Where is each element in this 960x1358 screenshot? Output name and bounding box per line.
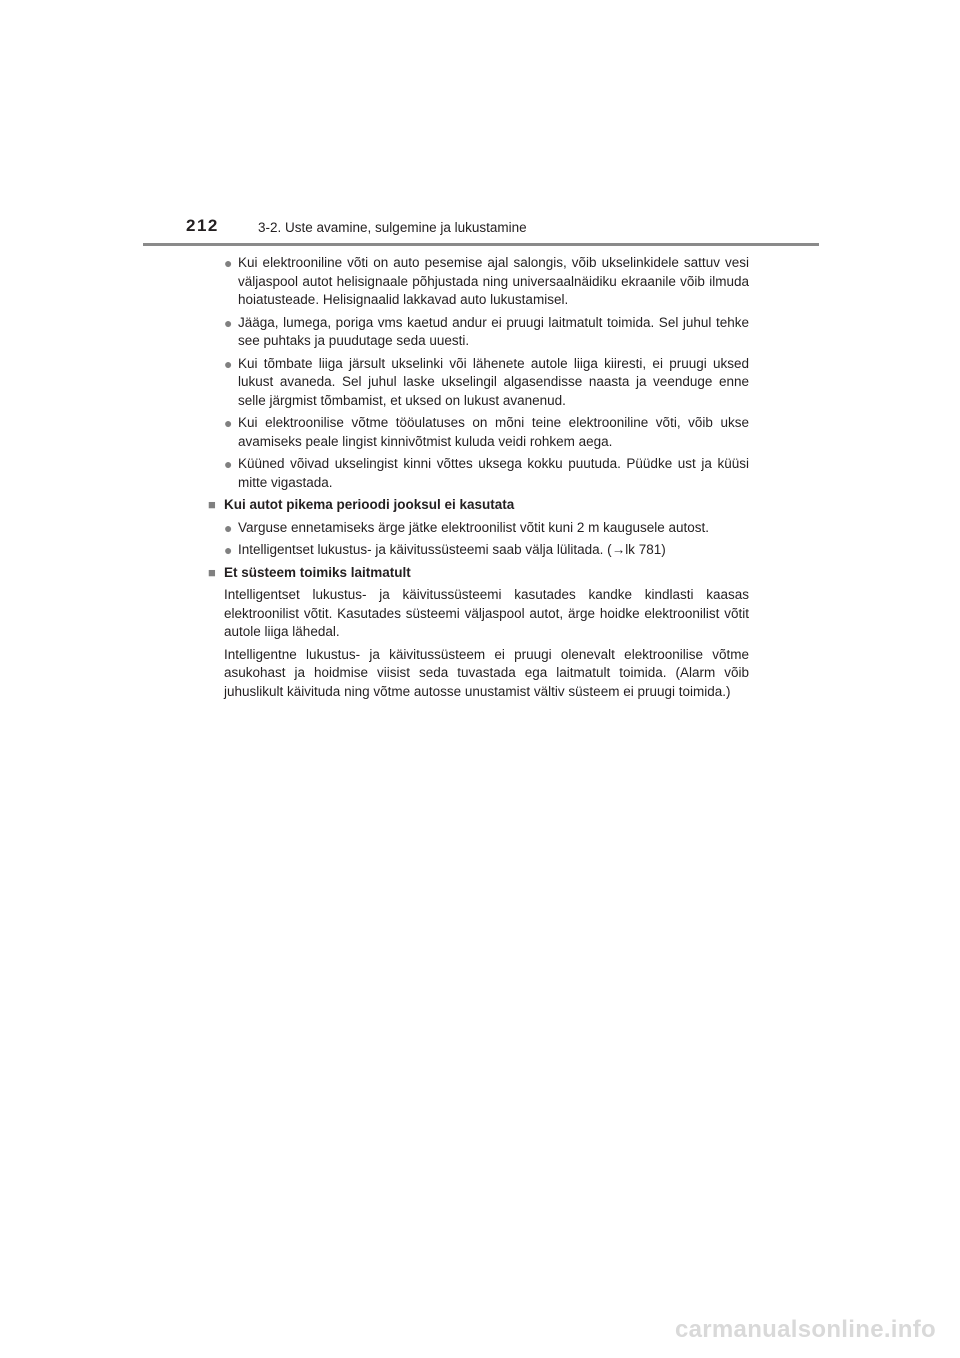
site-watermark: carmanualsonline.info — [674, 1316, 936, 1343]
paragraph: Intelligentset lukustus- ja käivitussüsteemi kasutades kandke kindlasti kaasas elektroonilist võtit. Kasutades süsteemi väljaspool autot, ärge hoidke elektroonilist võtit autole liiga lähedal. — [224, 587, 749, 639]
square-marker-icon: ■ — [208, 497, 216, 512]
bullet-text: Varguse ennetamiseks ärge jätke elektroonilist võtit kuni 2 m kaugusele autost. — [238, 519, 710, 535]
bullet-text: Kui elektrooniline võti on auto pesemise ajal salongis, võib ukselinkidele sattuv vesi väljaspool autot helisignaale põhjustada ning universaalnäidiku ekraanile võib ilmuda hoiatusteade. Helisignaalid lakkavad auto lukustamisel. — [238, 255, 749, 307]
page-reference: lk 781) — [625, 542, 666, 557]
heading-text: Et süsteem toimiks laitmatult — [224, 564, 411, 580]
bullet-text: Kui tõmbate liiga järsult ukselinki või lähenete autole liiga kiiresti, ei pruugi uksed lukust avaneda. Sel juhul laske ukselingil algasendisse naasta ja veenduge enne selle järgmist tõmbamist, et uksed on lukust avanenud. — [238, 355, 749, 408]
square-marker-icon: ■ — [208, 564, 216, 580]
section-heading-operation — [208, 564, 749, 583]
bullet-icon: ● — [224, 542, 233, 558]
bullet-text: Intelligentset lukustus- ja käivitussüsteemi saab välja lülitada. ( — [238, 542, 612, 557]
section-title: 3-2. Uste avamine, sulgemine ja lukustamine — [258, 220, 527, 235]
bullet-item — [208, 314, 749, 351]
bullet-icon: ● — [224, 314, 233, 331]
arrow-right-icon: → — [611, 542, 626, 557]
bullet-text: Küüned võivad ukselingist kinni võttes uksega kokku puutuda. Püüdke ust ja küüsi mitte vigastada. — [238, 456, 749, 490]
bullet-icon: ● — [224, 255, 233, 271]
paragraph: Intelligentne lukustus- ja käivitussüsteem ei pruugi olenevalt elektroonilise võtme asukohast ja hoidmise viisist seda tuvastada ega laitmatult toimida. (Alarm võib juhuslikult käivituda ning võtme autosse unustamist vältiv süsteem ei pruugi toimida.) — [224, 646, 749, 699]
bullet-item — [208, 254, 749, 310]
bullet-icon: ● — [224, 415, 233, 431]
bullet-text: Kui elektroonilise võtme tööulatuses on mõni teine elektrooniline võti, võib ukse avamiseks peale lingist kinnivõtmist kuluda veidi rohkem aega. — [238, 415, 749, 449]
bullet-icon: ● — [224, 355, 233, 372]
page-number: 212 — [186, 216, 219, 235]
bullet-item — [208, 414, 749, 451]
bullet-item — [208, 541, 749, 560]
bullet-icon: ● — [224, 519, 233, 536]
header-divider — [143, 243, 819, 246]
page-content — [208, 254, 749, 705]
section-heading-storage — [208, 496, 749, 515]
bullet-icon: ● — [224, 456, 233, 472]
bullet-item — [208, 455, 749, 492]
bullet-item — [208, 519, 749, 538]
bullet-text: Jääga, lumega, poriga vms kaetud andur ei pruugi laitmatult toimida. Sel juhul tehke see puhtaks ja puudutage seda uuesti. — [238, 314, 749, 348]
bullet-item — [208, 355, 749, 411]
heading-text: Kui autot pikema perioodi jooksul ei kasutata — [224, 497, 515, 512]
